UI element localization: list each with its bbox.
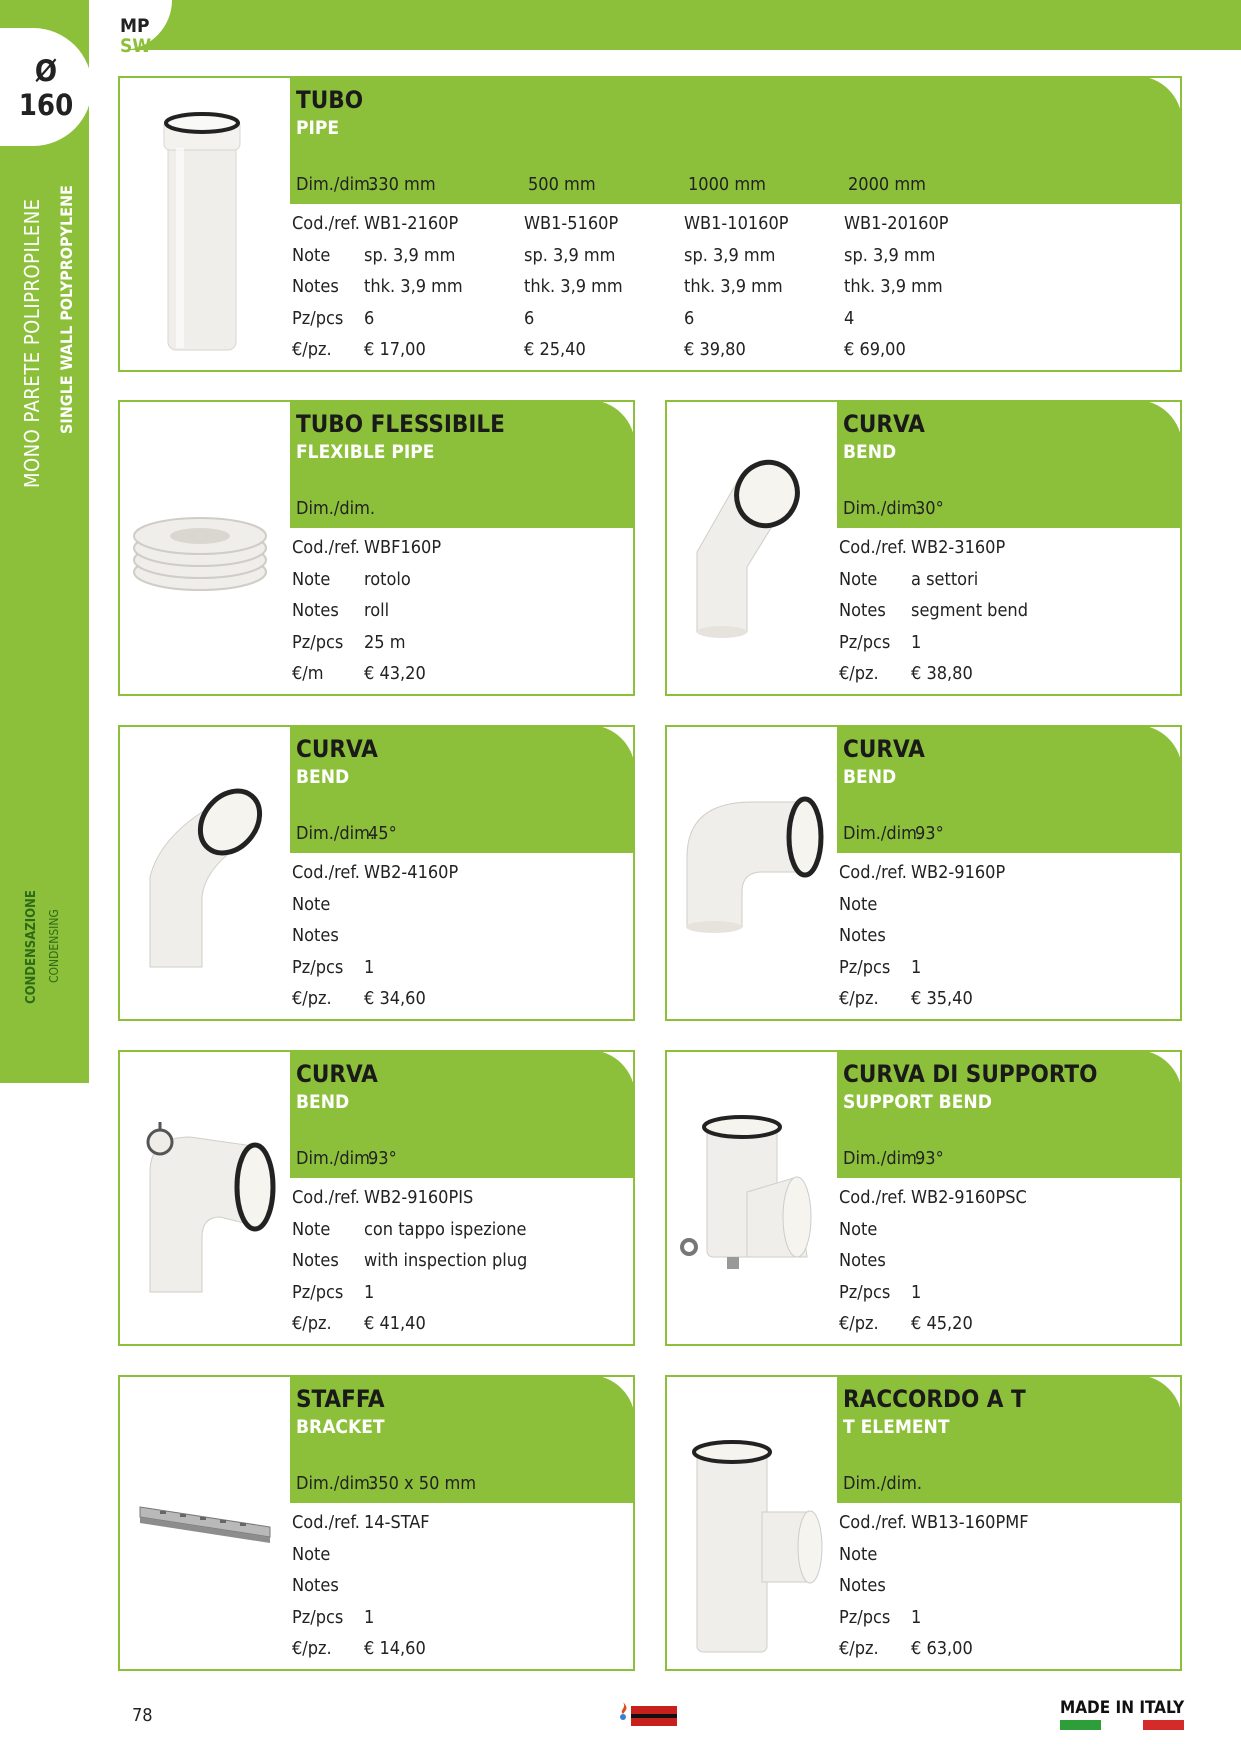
product-header xyxy=(837,400,1182,528)
made-in-italy: MADE IN ITALY xyxy=(1060,1698,1185,1718)
sidebar-category-en: CONDENSING xyxy=(47,909,61,983)
product-subtitle: SUPPORT BEND xyxy=(843,1091,992,1113)
brand-logo xyxy=(617,1700,679,1728)
product-image-bracket xyxy=(120,1377,290,1671)
product-title: CURVA xyxy=(843,735,925,763)
product-card-t-element xyxy=(665,1375,1182,1671)
product-title: RACCORDO A T xyxy=(843,1385,1026,1413)
dimension-row: Dim./dim. xyxy=(296,498,376,519)
italy-flag-icon xyxy=(1060,1720,1184,1730)
product-image-support-bend xyxy=(667,1052,837,1346)
product-title: CURVA xyxy=(296,1060,378,1088)
product-image-bend-45 xyxy=(120,727,290,1021)
product-card-bend-93-inspection xyxy=(118,1050,635,1346)
page-number: 78 xyxy=(132,1705,153,1726)
product-header xyxy=(290,400,635,528)
product-subtitle: T ELEMENT xyxy=(843,1416,950,1438)
dimension-row: Dim./dim.93° xyxy=(843,1148,944,1169)
dimension-row: Dim./dim.30° xyxy=(843,498,944,519)
product-header xyxy=(837,1050,1182,1178)
product-specs: Cod./ref. WB1-2160P WB1-5160P WB1-10160P WB1-20160P Note sp. 3,9 mm sp. 3,9 mm sp. 3,9 mm sp. 3,9 mm Notes thk. 3,9 mm thk. 3,9 mm thk. 3,9 mm thk. 3,9 mm Pz/pcs 6 6 6 4 €/pz. € 17,00 € 25,40 € 39,80 € 69,00 xyxy=(292,213,949,360)
product-header xyxy=(290,725,635,853)
product-specs: Cod./ref. WBF160P Note rotolo Notes roll Pz/pcs 25 m €/m € 43,20 xyxy=(292,537,442,684)
product-specs: Cod./ref. WB2-9160P Note Notes Pz/pcs 1 €/pz. € 35,40 xyxy=(839,862,1006,1009)
product-title: STAFFA xyxy=(296,1385,385,1413)
product-subtitle: BEND xyxy=(843,766,897,788)
product-header xyxy=(290,1375,635,1503)
product-title: CURVA xyxy=(843,410,925,438)
product-image-bend-93 xyxy=(667,727,837,1021)
product-specs: Cod./ref. WB2-4160P Note Notes Pz/pcs 1 €/pz. € 34,60 xyxy=(292,862,459,1009)
product-subtitle: BEND xyxy=(843,441,897,463)
product-subtitle: PIPE xyxy=(296,117,340,139)
dimension-row: Dim./dim.93° xyxy=(296,1148,397,1169)
product-image-t-element xyxy=(667,1377,837,1671)
product-image-bend-30 xyxy=(667,402,837,696)
product-header xyxy=(837,725,1182,853)
product-image-bend-93-inspection xyxy=(120,1052,290,1346)
product-card-bend-45 xyxy=(118,725,635,1021)
product-image-flexible-pipe xyxy=(120,402,290,696)
product-title: TUBO FLESSIBILE xyxy=(296,410,505,438)
product-card-bend-93 xyxy=(665,725,1182,1021)
product-image-pipe xyxy=(120,78,290,374)
product-subtitle: FLEXIBLE PIPE xyxy=(296,441,435,463)
product-header xyxy=(290,76,1182,204)
dimension-row: Dim./dim.45° xyxy=(296,823,397,844)
product-header xyxy=(290,1050,635,1178)
sidebar xyxy=(0,0,89,1083)
product-specs: Cod./ref. WB2-3160P Note a settori Notes segment bend Pz/pcs 1 €/pz. € 38,80 xyxy=(839,537,1028,684)
sidebar-title-it: MONO PARETE POLIPROPILENE xyxy=(20,198,44,488)
dimension-row: Dim./dim.350 x 50 mm xyxy=(296,1473,477,1494)
product-title: CURVA DI SUPPORTO xyxy=(843,1060,1098,1088)
product-card-bracket xyxy=(118,1375,635,1671)
product-subtitle: BRACKET xyxy=(296,1416,385,1438)
dimension-row: Dim./dim.330 mm 500 mm 1000 mm 2000 mm xyxy=(296,174,926,195)
series-code: MP SW xyxy=(120,15,152,57)
product-subtitle: BEND xyxy=(296,766,350,788)
sidebar-title-en: SINGLE WALL POLYPROPYLENE xyxy=(57,185,76,434)
sidebar-category-it: CONDENSAZIONE xyxy=(24,890,39,1004)
product-specs: Cod./ref. WB2-9160PSC Note Notes Pz/pcs 1 €/pz. € 45,20 xyxy=(839,1187,1027,1334)
product-card-pipe xyxy=(118,76,1182,372)
product-specs: Cod./ref. WB2-9160PIS Note con tappo ispezione Notes with inspection plug Pz/pcs 1 €/pz. € 41,40 xyxy=(292,1187,528,1334)
product-specs: Cod./ref. 14-STAF Note Notes Pz/pcs 1 €/pz. € 14,60 xyxy=(292,1512,430,1659)
top-bar xyxy=(112,0,1241,50)
product-title: TUBO xyxy=(296,86,364,114)
dimension-row: Dim./dim.93° xyxy=(843,823,944,844)
product-card-flexible-pipe xyxy=(118,400,635,696)
product-title: CURVA xyxy=(296,735,378,763)
dimension-row: Dim./dim. xyxy=(843,1473,923,1494)
product-specs: Cod./ref. WB13-160PMF Note Notes Pz/pcs 1 €/pz. € 63,00 xyxy=(839,1512,1029,1659)
diameter-badge: Ø 160 xyxy=(0,28,92,146)
product-card-bend-30 xyxy=(665,400,1182,696)
product-header xyxy=(837,1375,1182,1503)
product-card-support-bend xyxy=(665,1050,1182,1346)
product-subtitle: BEND xyxy=(296,1091,350,1113)
